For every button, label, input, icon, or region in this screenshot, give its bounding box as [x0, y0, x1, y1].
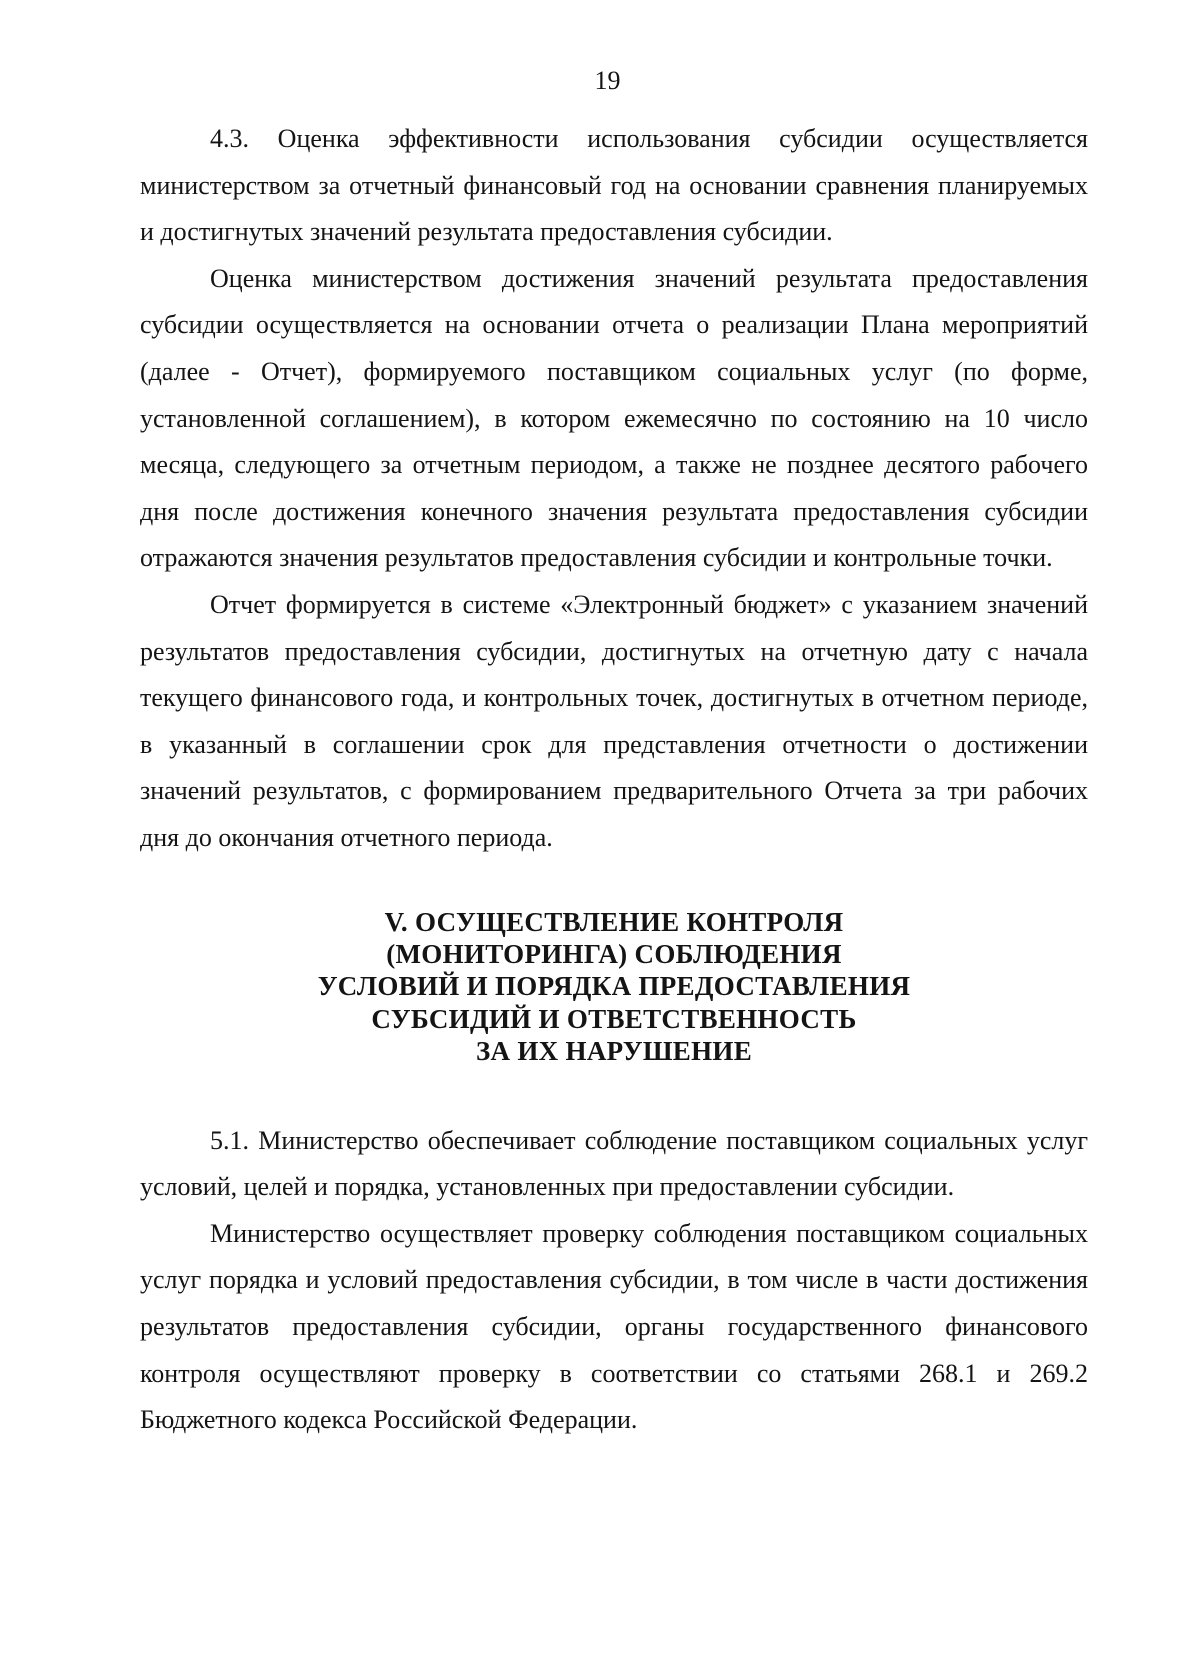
- section-heading-line: УСЛОВИЙ И ПОРЯДКА ПРЕДОСТАВЛЕНИЯ: [317, 971, 911, 1002]
- paragraph-assessment: Оценка министерством достижения значений результата предоставления субсидии осуществляется на основании отчета о реализации Плана мероприятий (далее - Отчет), формируемого поставщиком социальных услуг (по форме, установленной соглашением), в котором ежемесячно по состоянию на 10 число месяца, следующего за отчетным периодом, а также не позднее десятого рабочего дня после достижения конечного значения результата предоставления субсидии отражаются значения результатов предоставления субсидии и контрольные точки.: [140, 263, 1088, 573]
- document-body: [140, 116, 1088, 1444]
- section-heading-line: ЗА ИХ НАРУШЕНИЕ: [475, 1036, 753, 1067]
- paragraph-report: Отчет формируется в системе «Электронный бюджет» с указанием значений результатов предоставления субсидии, достигнутых на отчетную дату с начала текущего финансового года, и контрольных точек, достигнутых в отчетном периоде, в указанный в соглашении срок для представления отчетности о достижении значений результатов, с формированием предварительного Отчета за три рабочих дня до окончания отчетного периода.: [140, 589, 1088, 852]
- section-v-heading: [140, 906, 1088, 1068]
- paragraph-5-1: 5.1. Министерство обеспечивает соблюдение поставщиком социальных услуг условий, целей и порядка, установленных при предоставлении субсидии.: [140, 1125, 1088, 1202]
- section-heading-line: V. ОСУЩЕСТВЛЕНИЕ КОНТРОЛЯ: [384, 906, 844, 937]
- paragraph-audit: Министерство осуществляет проверку соблюдения поставщиком социальных услуг порядка и условий предоставления субсидии, в том числе в части достижения результатов предоставления субсидии, органы государственного финансового контроля осуществляют проверку в соответствии со статьями 268.1 и 269.2 Бюджетного кодекса Российской Федерации.: [140, 1218, 1088, 1435]
- page-number: 19: [594, 66, 621, 95]
- section-heading-line: СУБСИДИЙ И ОТВЕТСТВЕННОСТЬ: [371, 1003, 857, 1034]
- section-heading-line: (МОНИТОРИНГА) СОБЛЮДЕНИЯ: [386, 938, 842, 969]
- paragraph-4-3: 4.3. Оценка эффективности использования субсидии осуществляется министерством за отчетный финансовый год на основании сравнения планируемых и достигнутых значений результата предоставления субсидии.: [140, 124, 1088, 247]
